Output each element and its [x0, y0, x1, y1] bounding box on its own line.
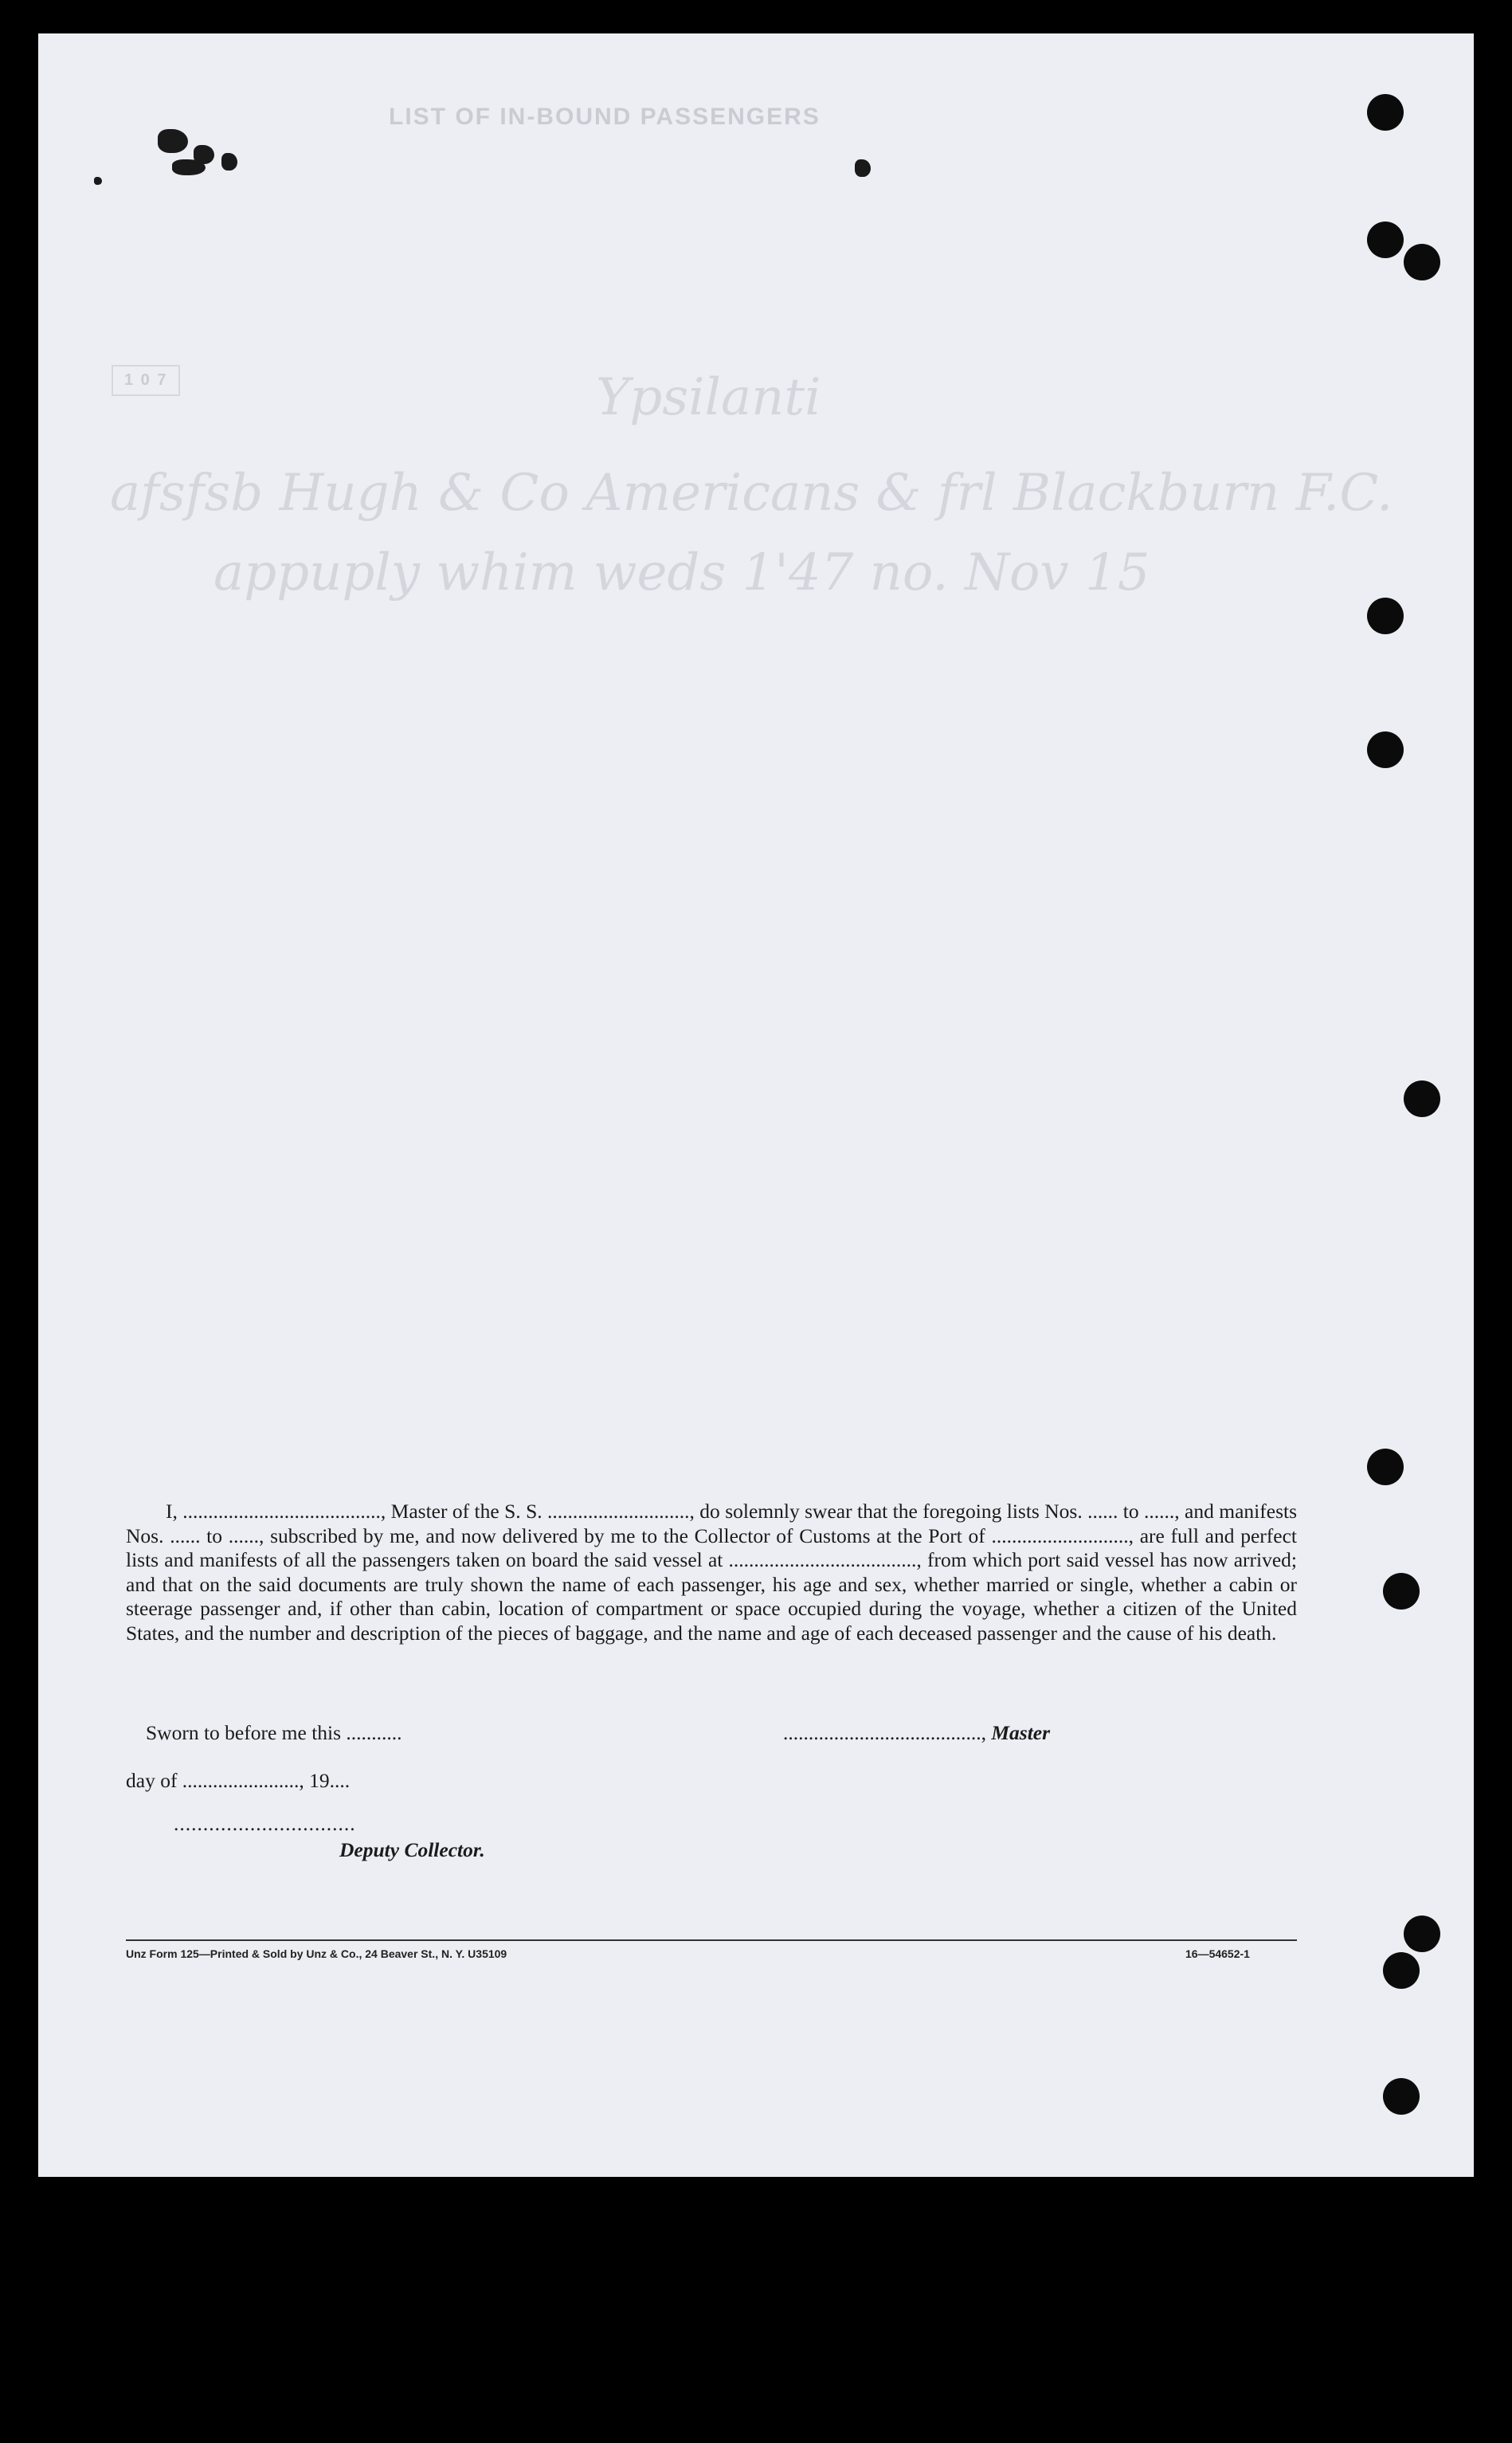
document-sheet	[38, 33, 1474, 2177]
master-signature-line	[783, 1721, 1050, 1745]
punch-hole	[1404, 1080, 1440, 1117]
footer-right: 16—54652-1	[1185, 1947, 1250, 1960]
bleed-through-handwriting-3: appuply whim weds 1'47 no. Nov 15	[213, 543, 1150, 602]
bleed-through-handwriting-2: afsfsb Hugh & Co Americans & frl Blackburn F.C.	[110, 464, 1393, 523]
punch-hole	[1383, 1573, 1420, 1610]
punch-hole	[1404, 244, 1440, 280]
punch-hole	[1367, 222, 1404, 258]
sworn-text: Sworn to before me this ...........	[146, 1721, 402, 1744]
footer-left: Unz Form 125—Printed & Sold by Unz & Co., 24 Beaver St., N. Y. U35109	[126, 1947, 507, 1960]
punch-hole	[1383, 2078, 1420, 2115]
master-label: Master	[991, 1721, 1051, 1744]
faded-box-label: 1 0 7	[112, 365, 180, 396]
day-of-line	[126, 1769, 350, 1793]
punch-hole	[1367, 1449, 1404, 1485]
deputy-dots-line	[174, 1812, 356, 1836]
faded-list-title: LIST OF IN-BOUND PASSENGERS	[389, 104, 821, 130]
punch-hole	[1367, 598, 1404, 634]
bleed-through-handwriting-1: Ypsilanti	[596, 368, 821, 427]
punch-hole	[1367, 731, 1404, 768]
punch-hole	[1367, 94, 1404, 131]
deputy-collector-label: Deputy Collector.	[339, 1838, 485, 1861]
punch-hole	[1383, 1952, 1420, 1989]
ink-blot	[855, 159, 871, 177]
sworn-line	[146, 1721, 402, 1745]
ink-blot	[94, 177, 102, 185]
day-of-text: day of ......................., 19....	[126, 1769, 351, 1792]
punch-hole	[1404, 1916, 1440, 1952]
ink-blot	[158, 129, 188, 153]
footer-rule	[126, 1939, 1297, 1941]
master-dots: .......................................,	[783, 1721, 992, 1744]
oath-text: I, ......................................., Master of the S. S. ............................, do solemnly swear that the foregoing lists Nos. ...... to ......, and manifests Nos. ...... to ......, subscribed by me, and now delivered by me to the Collector of Customs at the Port of ..........................., are full and perfect lists and manifests of all the passengers taken on board the said vessel at ....................................., from which port said vessel has now arrived; and that on the said documents are truly shown the name of each passenger, his age and sex, whether married or single, whether a cabin or steerage passenger and, if other than cabin, location of compartment or space occupied during the voyage, whether a citizen of the United States, and the number and description of the pieces of baggage, and the name and age of each deceased passenger and the cause of his death.	[126, 1500, 1297, 1645]
deputy-dots: ...............................	[174, 1812, 356, 1835]
ink-blot	[221, 153, 237, 171]
oath-paragraph	[126, 1500, 1297, 1645]
ink-blot	[172, 159, 206, 175]
